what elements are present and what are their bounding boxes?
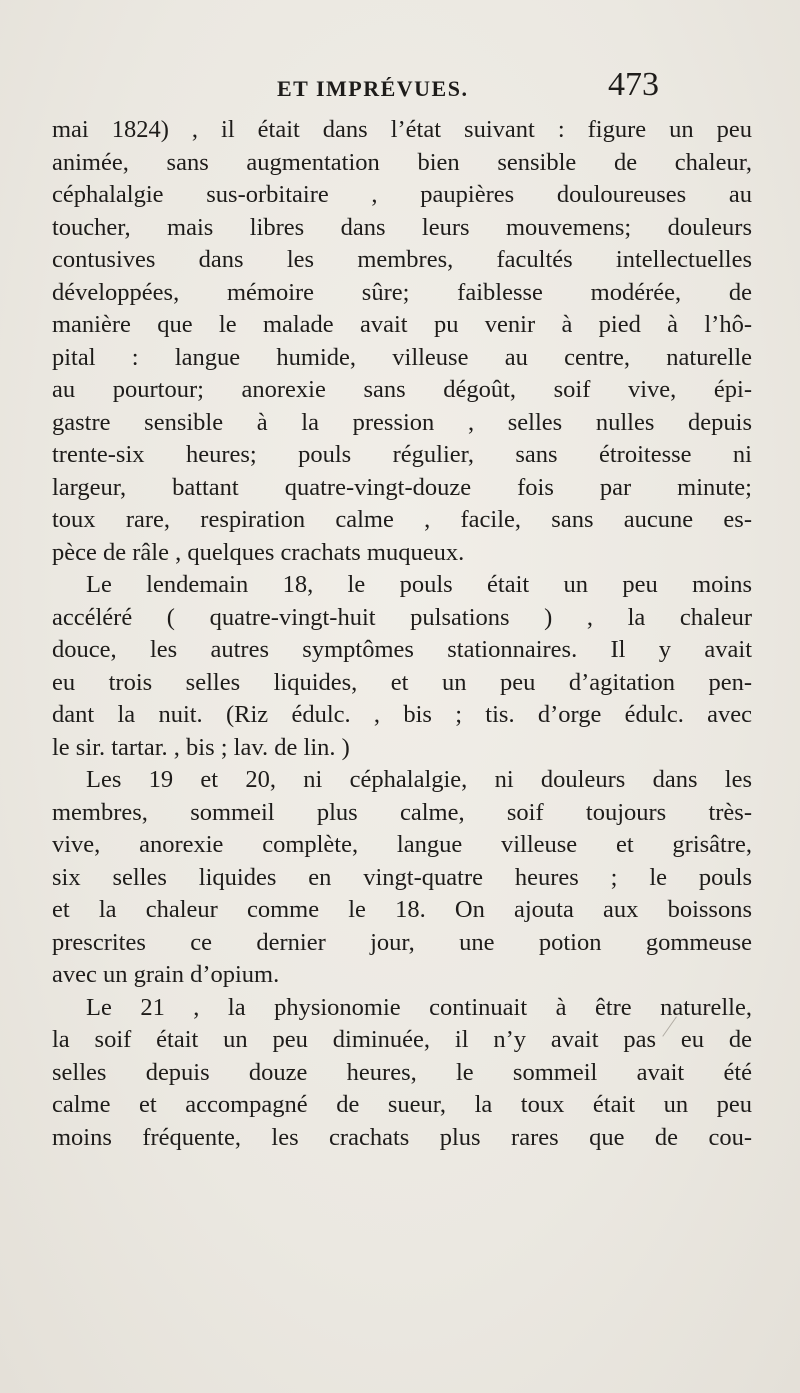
body-text bbox=[52, 114, 752, 1154]
text-line: pèce de râle , quelques crachats muqueux. bbox=[52, 538, 465, 566]
text-line: Le lendemain 18, le pouls était un peu moins bbox=[86, 571, 752, 598]
text-line: pital : langue humide, villeuse au centre, naturelle bbox=[52, 343, 752, 371]
text-line: mai 1824) , il était dans l’état suivant : figure un peu bbox=[52, 116, 752, 143]
text-line: accéléré ( quatre-vingt-huit pulsations ) , la chaleur bbox=[52, 603, 752, 631]
text-line: calme et accompagné de sueur, la toux était un peu bbox=[52, 1091, 752, 1118]
text-line: animée, sans augmentation bien sensible de chaleur, bbox=[52, 148, 752, 176]
text-line: six selles liquides en vingt-quatre heures ; le pouls bbox=[52, 863, 752, 891]
text-line: toux rare, respiration calme , facile, sans aucune es- bbox=[52, 506, 752, 533]
text-line: manière que le malade avait pu venir à pied à l’hô- bbox=[52, 311, 752, 338]
text-line: largeur, battant quatre-vingt-douze fois par minute; bbox=[52, 473, 752, 501]
text-line: dant la nuit. (Riz édulc. , bis ; tis. d’orge édulc. avec bbox=[52, 701, 752, 728]
text-line: contusives dans les membres, facultés intellectuelles bbox=[52, 246, 752, 273]
text-line: vive, anorexie complète, langue villeuse et grisâtre, bbox=[52, 831, 752, 858]
text-line: et la chaleur comme le 18. On ajouta aux boissons bbox=[52, 896, 752, 923]
text-line: Les 19 et 20, ni céphalalgie, ni douleurs dans les bbox=[86, 766, 752, 793]
text-line: au pourtour; anorexie sans dégoût, soif vive, épi- bbox=[52, 376, 752, 403]
text-line: eu trois selles liquides, et un peu d’agitation pen- bbox=[52, 668, 752, 696]
text-line: avec un grain d’opium. bbox=[52, 961, 280, 988]
text-line: développées, mémoire sûre; faiblesse modérée, de bbox=[52, 278, 752, 306]
text-line: moins fréquente, les crachats plus rares que de cou- bbox=[52, 1123, 752, 1151]
text-line: gastre sensible à la pression , selles nulles depuis bbox=[52, 408, 752, 436]
text-line: le sir. tartar. , bis ; lav. de lin. ) bbox=[52, 733, 350, 761]
text-line: la soif était un peu diminuée, il n’y avait pas eu de bbox=[52, 1026, 752, 1053]
text-line: trente-six heures; pouls régulier, sans étroitesse ni bbox=[52, 441, 752, 468]
page-number: 473 bbox=[608, 66, 659, 103]
running-head: ET IMPRÉVUES. bbox=[277, 76, 469, 101]
text-line: douce, les autres symptômes stationnaires. Il y avait bbox=[52, 636, 752, 663]
text-line: Le 21 , la physionomie continuait à être naturelle, bbox=[86, 993, 752, 1021]
text-line: toucher, mais libres dans leurs mouvemens; douleurs bbox=[52, 213, 752, 241]
text-line: membres, sommeil plus calme, soif toujours très- bbox=[52, 798, 752, 826]
text-line: céphalalgie sus-orbitaire , paupières douloureuses au bbox=[52, 181, 752, 208]
text-line: prescrites ce dernier jour, une potion gommeuse bbox=[52, 928, 752, 956]
text-line: selles depuis douze heures, le sommeil avait été bbox=[52, 1058, 752, 1086]
page-header bbox=[0, 66, 800, 110]
